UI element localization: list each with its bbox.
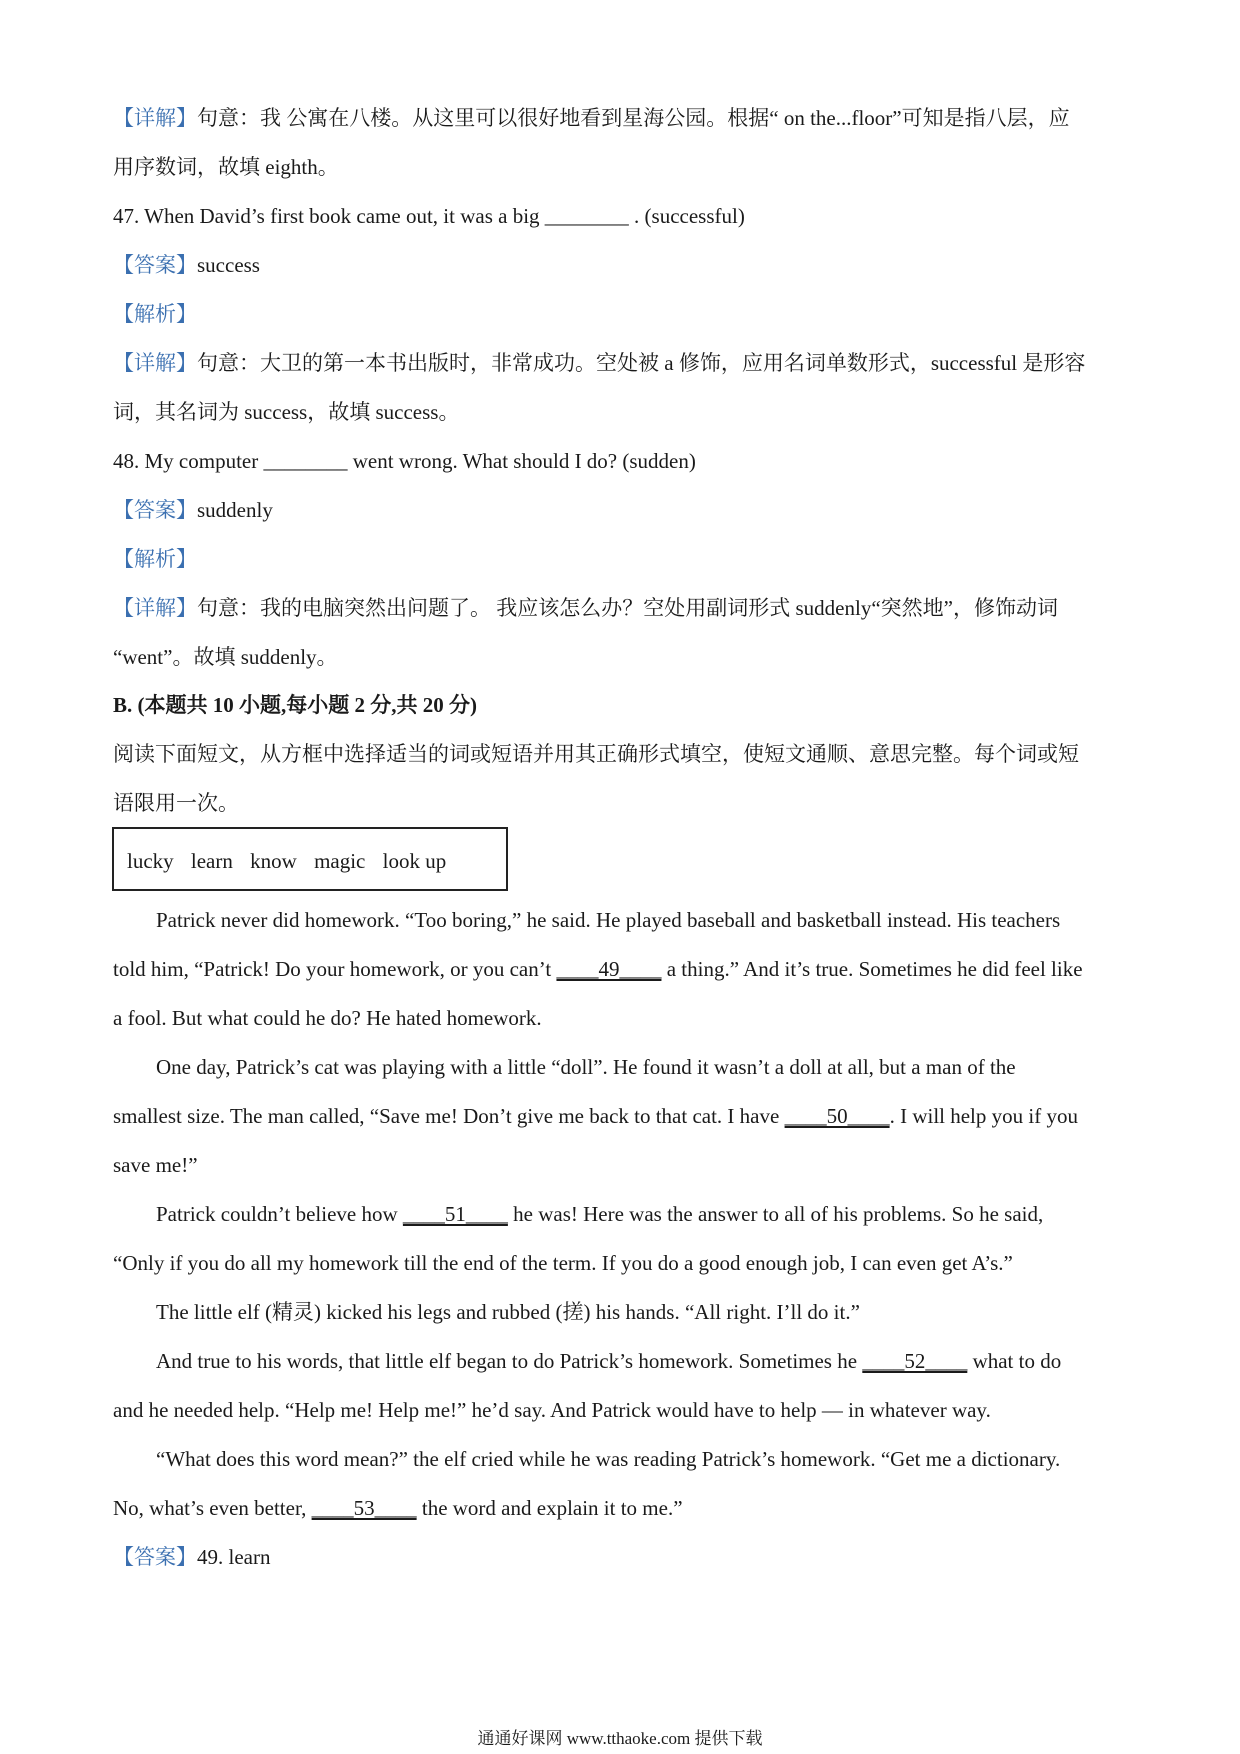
- q47-answer: [113, 251, 260, 279]
- q46-detail-line2: 用序数词，故填 eighth。: [113, 155, 339, 179]
- word-box: [112, 827, 508, 891]
- passage-p6-line1: “What does this word mean?” the elf cried while he was reading Patrick’s homework. “Get me a dictionary.: [156, 1447, 1061, 1471]
- q48-detail-line1: 【详解】句意：我的电脑突然出问题了。 我应该怎么办？空处用副词形式 suddenly“突然地”，修饰动词: [113, 596, 1058, 620]
- q47-detail-line1: 【详解】句意：大卫的第一本书出版时，非常成功。空处被 a 修饰，应用名词单数形式，successful 是形容: [113, 351, 1086, 375]
- passage-p1-line3: a fool. But what could he do? He hated homework.: [113, 1006, 542, 1030]
- word-box-item: lucky: [127, 849, 174, 873]
- passage-p5-line1: And true to his words, that little elf began to do Patrick’s homework. Sometimes he ____52____ what to do: [156, 1349, 1062, 1373]
- section-b-instruction-line1: 阅读下面短文，从方框中选择适当的词或短语并用其正确形式填空，使短文通顺、意思完整。每个词或短: [113, 742, 1079, 766]
- blank: ________: [263, 449, 348, 473]
- detail-tag: 【详解】: [113, 106, 197, 130]
- blank-49: ____49____: [556, 957, 662, 981]
- word-box-item: know: [250, 849, 297, 873]
- answer-tag: 【答案】: [113, 1545, 197, 1569]
- word-box-item: magic: [314, 849, 366, 873]
- passage-p3-line2: “Only if you do all my homework till the end of the term. If you do a good enough job, I can even get A’s.”: [113, 1251, 1013, 1275]
- page-footer: 通通好课网 www.tthaoke.com 提供下载: [477, 1729, 763, 1748]
- q47-detail-line2: 词，其名词为 success，故填 success。: [113, 400, 460, 424]
- blank-50: ____50____: [784, 1104, 890, 1128]
- passage-p2-line3: save me!”: [113, 1153, 198, 1177]
- detail-tag: 【详解】: [113, 351, 197, 375]
- answer-tag: 【答案】: [113, 498, 197, 522]
- blank-51: ____51____: [402, 1202, 508, 1226]
- q47-question: 47. When David’s first book came out, it was a big ________ . (successful): [113, 204, 745, 228]
- answer-text: suddenly: [197, 498, 273, 522]
- passage-p6-line2: No, what’s even better, ____53____ the word and explain it to me.”: [113, 1496, 683, 1520]
- q46-detail-line1: 【详解】句意：我 公寓在八楼。从这里可以很好地看到星海公园。根据“ on the...floor”可知是指八层，应: [113, 106, 1070, 130]
- passage-p2-line1: One day, Patrick’s cat was playing with a little “doll”. He found it wasn’t a doll at all, but a man of the: [156, 1055, 1016, 1079]
- q47-analysis-tag: 【解析】: [113, 302, 197, 326]
- section-b-instruction-line2: 语限用一次。: [113, 791, 239, 815]
- answer-text: success: [197, 253, 260, 277]
- blank: ________: [544, 204, 629, 228]
- detail-tag: 【详解】: [113, 596, 197, 620]
- blank-52: ____52____: [862, 1349, 968, 1373]
- word-box-item: learn: [190, 849, 233, 873]
- q48-question: 48. My computer ________ went wrong. What should I do? (sudden): [113, 449, 696, 473]
- q48-analysis-tag: 【解析】: [113, 547, 197, 571]
- answer-tag: 【答案】: [113, 253, 197, 277]
- passage-p1-line1: Patrick never did homework. “Too boring,” he said. He played baseball and basketball instead. His teachers: [156, 908, 1061, 932]
- passage-p1-line2: told him, “Patrick! Do your homework, or you can’t ____49____ a thing.” And it’s true. Sometimes he did feel like: [113, 957, 1083, 981]
- answer-49: [113, 1543, 270, 1571]
- passage-p3-line1: Patrick couldn’t believe how ____51____ he was! Here was the answer to all of his problems. So he said,: [156, 1202, 1044, 1226]
- q48-answer: [113, 496, 273, 524]
- word-box-item: look up: [382, 849, 447, 873]
- blank-53: ____53____: [311, 1496, 417, 1520]
- passage-p5-line2: and he needed help. “Help me! Help me!” he’d say. And Patrick would have to help — in whatever way.: [113, 1398, 991, 1422]
- passage-p4-line1: The little elf (精灵) kicked his legs and rubbed (搓) his hands. “All right. I’ll do it.”: [156, 1300, 860, 1324]
- q48-detail-line2: “went”。故填 suddenly。: [113, 645, 338, 669]
- passage-p2-line2: smallest size. The man called, “Save me! Don’t give me back to that cat. I have ____50____. I will help you if you: [113, 1104, 1078, 1128]
- answer-text: 49. learn: [197, 1545, 271, 1569]
- section-b-heading: B. (本题共 10 小题,每小题 2 分,共 20 分): [113, 693, 477, 717]
